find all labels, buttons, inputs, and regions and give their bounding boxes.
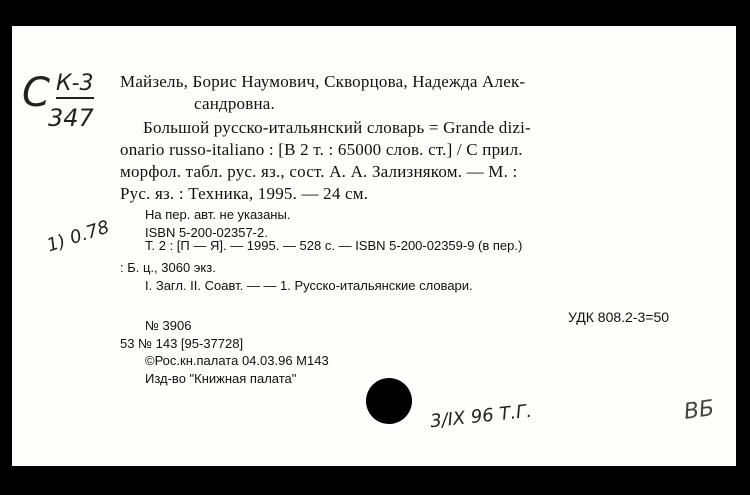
note-line: : Б. ц., 3060 экз.: [120, 260, 216, 275]
handwritten-date-note: 3/IX 96 Т.Г.: [429, 400, 533, 433]
note-line: Т. 2 : [П — Я]. — 1995. — 528 с. — ISBN 5-200-02359-9 (в пер.): [145, 238, 523, 253]
title-line: Рус. яз. : Техника, 1995. — 24 см.: [120, 184, 369, 203]
title-line: морфол. табл. рус. яз., сост. А. А. Зализняком. — М. :: [120, 162, 518, 181]
call-number-prefix: С: [22, 70, 50, 116]
corner-stamp: ВБ: [682, 396, 716, 425]
book-chamber-line: ©Рос.кн.палата 04.03.96 М143: [145, 353, 329, 368]
note-line: ISBN 5-200-02357-2.: [145, 225, 268, 240]
author-line-1: Майзель, Борис Наумович, Скворцова, Надежда Алек-: [120, 72, 526, 91]
margin-handwritten-note: 1) 0.78: [44, 216, 112, 257]
publisher-line: Изд-во "Книжная палата": [145, 371, 297, 386]
note-line: На пер. авт. не указаны.: [145, 207, 291, 222]
card-number: № 3906: [145, 318, 192, 333]
call-number-bottom: 347: [48, 104, 94, 132]
call-number-top: К-3: [56, 71, 94, 99]
author-line-2: сандровна.: [194, 94, 275, 113]
title-line: Большой русско-итальянский словарь = Grande dizi-: [143, 118, 531, 137]
udk-code: УДК 808.2-3=50: [568, 309, 670, 325]
punch-hole: [366, 378, 412, 424]
title-line: onario russo-italiano : [В 2 т. : 65000 слов. ст.] / С прил.: [120, 140, 523, 159]
note-line: I. Загл. II. Соавт. — — 1. Русско-итальянские словари.: [145, 278, 473, 293]
registry-line: 53 № 143 [95-37728]: [120, 336, 244, 351]
